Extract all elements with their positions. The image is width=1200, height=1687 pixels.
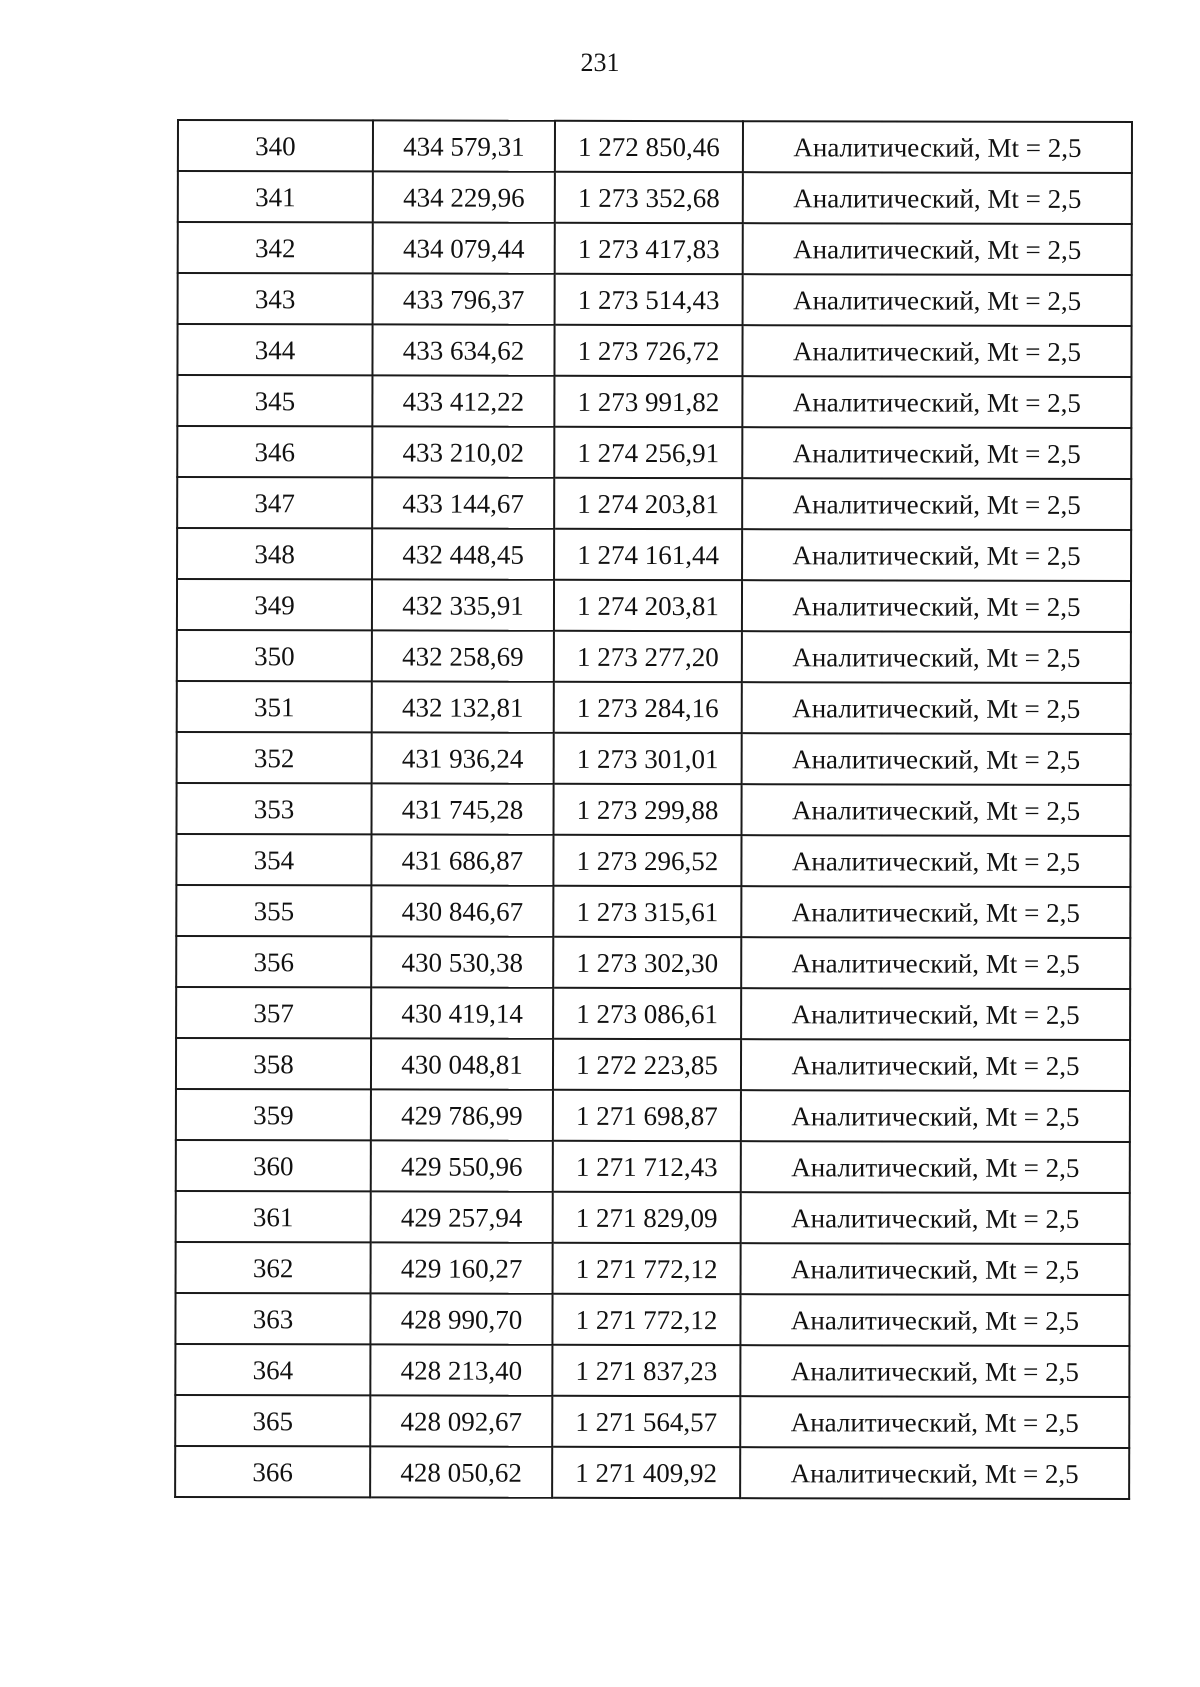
- x-coordinate-cell: 433 412,22: [372, 375, 554, 426]
- y-coordinate-cell: 1 274 203,81: [554, 478, 742, 529]
- point-number-cell: 355: [176, 885, 371, 936]
- x-coordinate-cell: 430 846,67: [371, 885, 553, 936]
- method-cell: Аналитический, Mt = 2,5: [742, 631, 1131, 683]
- x-coordinate-cell: 431 936,24: [372, 732, 554, 783]
- method-cell: Аналитический, Mt = 2,5: [742, 733, 1131, 785]
- table-row: [178, 171, 1132, 224]
- x-coordinate-cell: 432 132,81: [372, 681, 554, 732]
- point-number-cell: 360: [176, 1140, 371, 1191]
- table-row: [177, 324, 1131, 377]
- point-number-cell: 353: [177, 783, 372, 834]
- method-cell: Аналитический, Mt = 2,5: [741, 1090, 1130, 1142]
- x-coordinate-cell: 433 796,37: [373, 273, 555, 324]
- x-coordinate-cell: 431 745,28: [372, 783, 554, 834]
- y-coordinate-cell: 1 273 315,61: [553, 886, 741, 937]
- point-number-cell: 356: [176, 936, 371, 987]
- method-cell: Аналитический, Mt = 2,5: [742, 478, 1131, 530]
- table-row: [177, 375, 1131, 428]
- table-row: [176, 1038, 1130, 1091]
- table-row: [178, 222, 1132, 275]
- x-coordinate-cell: 430 048,81: [371, 1038, 553, 1089]
- table-row: [177, 579, 1131, 632]
- point-number-cell: 351: [177, 681, 372, 732]
- table-row: [177, 426, 1131, 479]
- point-number-cell: 343: [178, 273, 373, 324]
- table-row: [176, 1089, 1130, 1142]
- point-number-cell: 357: [176, 987, 371, 1038]
- point-number-cell: 352: [177, 732, 372, 783]
- y-coordinate-cell: 1 271 409,92: [552, 1447, 740, 1498]
- method-cell: Аналитический, Mt = 2,5: [743, 274, 1132, 326]
- x-coordinate-cell: 428 092,67: [370, 1395, 552, 1446]
- x-coordinate-cell: 433 144,67: [372, 477, 554, 528]
- y-coordinate-cell: 1 274 203,81: [554, 580, 742, 631]
- x-coordinate-cell: 433 634,62: [372, 324, 554, 375]
- point-number-cell: 342: [178, 222, 373, 273]
- y-coordinate-cell: 1 273 417,83: [555, 223, 743, 274]
- x-coordinate-cell: 433 210,02: [372, 426, 554, 477]
- point-number-cell: 341: [178, 171, 373, 222]
- table-row: [177, 783, 1131, 836]
- method-cell: Аналитический, Mt = 2,5: [742, 376, 1131, 428]
- y-coordinate-cell: 1 273 277,20: [554, 631, 742, 682]
- table-row: [177, 528, 1131, 581]
- x-coordinate-cell: 429 160,27: [371, 1242, 553, 1293]
- y-coordinate-cell: 1 272 223,85: [553, 1039, 741, 1090]
- y-coordinate-cell: 1 271 772,12: [553, 1243, 741, 1294]
- table-row: [176, 834, 1130, 887]
- y-coordinate-cell: 1 273 352,68: [555, 172, 743, 223]
- y-coordinate-cell: 1 273 991,82: [554, 376, 742, 427]
- x-coordinate-cell: 434 229,96: [373, 171, 555, 222]
- table-row: [176, 1242, 1130, 1295]
- table-row: [177, 732, 1131, 785]
- method-cell: Аналитический, Mt = 2,5: [742, 529, 1131, 581]
- method-cell: Аналитический, Mt = 2,5: [743, 172, 1132, 224]
- method-cell: Аналитический, Mt = 2,5: [742, 682, 1131, 734]
- y-coordinate-cell: 1 271 772,12: [552, 1294, 740, 1345]
- point-number-cell: 363: [175, 1293, 370, 1344]
- method-cell: Аналитический, Mt = 2,5: [741, 835, 1130, 887]
- table-row: [176, 1140, 1130, 1193]
- y-coordinate-cell: 1 273 302,30: [553, 937, 741, 988]
- point-number-cell: 350: [177, 630, 372, 681]
- y-coordinate-cell: 1 271 837,23: [552, 1345, 740, 1396]
- y-coordinate-cell: 1 273 514,43: [555, 274, 743, 325]
- table-row: [177, 477, 1131, 530]
- y-coordinate-cell: 1 273 301,01: [554, 733, 742, 784]
- method-cell: Аналитический, Mt = 2,5: [742, 325, 1131, 377]
- method-cell: Аналитический, Mt = 2,5: [741, 886, 1130, 938]
- point-number-cell: 349: [177, 579, 372, 630]
- method-cell: Аналитический, Mt = 2,5: [740, 1396, 1129, 1448]
- y-coordinate-cell: 1 272 850,46: [555, 121, 743, 172]
- point-number-cell: 359: [176, 1089, 371, 1140]
- page-number: 231: [580, 48, 620, 77]
- method-cell: Аналитический, Mt = 2,5: [740, 1294, 1129, 1346]
- x-coordinate-cell: 429 257,94: [371, 1191, 553, 1242]
- x-coordinate-cell: 430 530,38: [371, 936, 553, 987]
- table-row: [175, 1395, 1129, 1448]
- method-cell: Аналитический, Mt = 2,5: [740, 1345, 1129, 1397]
- table-row: [176, 987, 1130, 1040]
- x-coordinate-cell: 430 419,14: [371, 987, 553, 1038]
- x-coordinate-cell: 428 990,70: [370, 1293, 552, 1344]
- table-row: [177, 630, 1131, 683]
- point-number-cell: 366: [175, 1446, 370, 1497]
- x-coordinate-cell: 432 335,91: [372, 579, 554, 630]
- method-cell: Аналитический, Mt = 2,5: [741, 1192, 1130, 1244]
- point-number-cell: 345: [177, 375, 372, 426]
- x-coordinate-cell: 428 213,40: [370, 1344, 552, 1395]
- y-coordinate-cell: 1 271 829,09: [553, 1192, 741, 1243]
- table-row: [178, 120, 1132, 173]
- table-row: [176, 885, 1130, 938]
- table-row: [176, 1191, 1130, 1244]
- x-coordinate-cell: 434 079,44: [373, 222, 555, 273]
- y-coordinate-cell: 1 274 256,91: [554, 427, 742, 478]
- y-coordinate-cell: 1 274 161,44: [554, 529, 742, 580]
- method-cell: Аналитический, Mt = 2,5: [741, 988, 1130, 1040]
- table-row: [178, 273, 1132, 326]
- point-number-cell: 365: [175, 1395, 370, 1446]
- x-coordinate-cell: 429 550,96: [371, 1140, 553, 1191]
- point-number-cell: 362: [176, 1242, 371, 1293]
- x-coordinate-cell: 432 258,69: [372, 630, 554, 681]
- method-cell: Аналитический, Mt = 2,5: [741, 1141, 1130, 1193]
- method-cell: Аналитический, Mt = 2,5: [742, 580, 1131, 632]
- x-coordinate-cell: 429 786,99: [371, 1089, 553, 1140]
- table-row: [176, 936, 1130, 989]
- x-coordinate-cell: 432 448,45: [372, 528, 554, 579]
- method-cell: Аналитический, Mt = 2,5: [741, 1039, 1130, 1091]
- y-coordinate-cell: 1 273 086,61: [553, 988, 741, 1039]
- x-coordinate-cell: 434 579,31: [373, 120, 555, 171]
- y-coordinate-cell: 1 271 698,87: [553, 1090, 741, 1141]
- method-cell: Аналитический, Mt = 2,5: [743, 223, 1132, 275]
- point-number-cell: 364: [175, 1344, 370, 1395]
- table-row: [175, 1446, 1129, 1499]
- y-coordinate-cell: 1 271 712,43: [553, 1141, 741, 1192]
- point-number-cell: 340: [178, 120, 373, 171]
- y-coordinate-cell: 1 273 726,72: [554, 325, 742, 376]
- y-coordinate-cell: 1 271 564,57: [552, 1396, 740, 1447]
- x-coordinate-cell: 431 686,87: [371, 834, 553, 885]
- method-cell: Аналитический, Mt = 2,5: [741, 937, 1130, 989]
- method-cell: Аналитический, Mt = 2,5: [743, 121, 1132, 173]
- point-number-cell: 358: [176, 1038, 371, 1089]
- table-row: [177, 681, 1131, 734]
- y-coordinate-cell: 1 273 296,52: [553, 835, 741, 886]
- point-number-cell: 344: [177, 324, 372, 375]
- method-cell: Аналитический, Mt = 2,5: [742, 784, 1131, 836]
- table-row: [175, 1293, 1129, 1346]
- point-number-cell: 346: [177, 426, 372, 477]
- y-coordinate-cell: 1 273 284,16: [554, 682, 742, 733]
- point-number-cell: 348: [177, 528, 372, 579]
- point-number-cell: 354: [176, 834, 371, 885]
- point-number-cell: 361: [176, 1191, 371, 1242]
- y-coordinate-cell: 1 273 299,88: [554, 784, 742, 835]
- coordinates-table: [174, 119, 1133, 1500]
- point-number-cell: 347: [177, 477, 372, 528]
- method-cell: Аналитический, Mt = 2,5: [742, 427, 1131, 479]
- method-cell: Аналитический, Mt = 2,5: [740, 1447, 1129, 1499]
- method-cell: Аналитический, Mt = 2,5: [741, 1243, 1130, 1295]
- table-body: [175, 120, 1132, 1499]
- table-row: [175, 1344, 1129, 1397]
- x-coordinate-cell: 428 050,62: [370, 1446, 552, 1497]
